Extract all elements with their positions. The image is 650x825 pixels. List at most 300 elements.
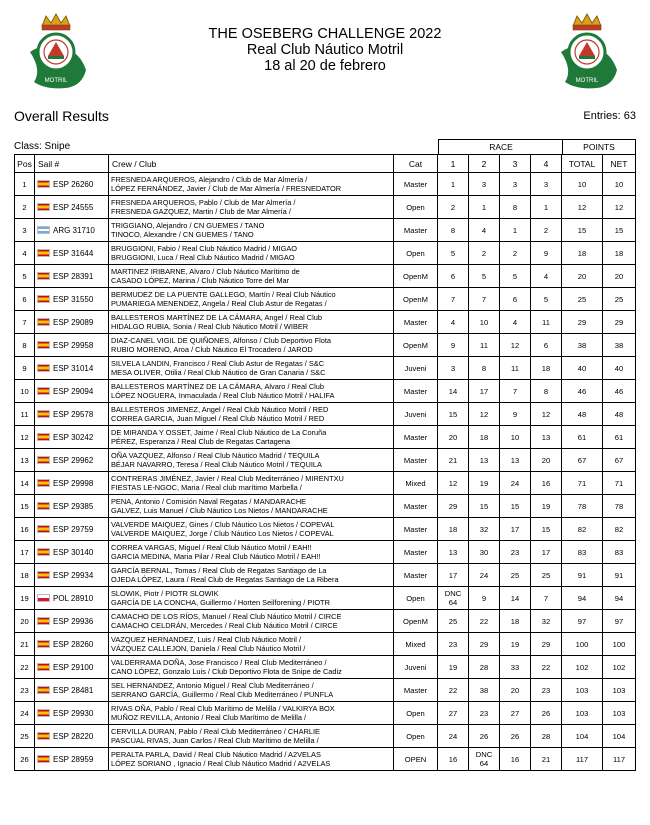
row-sail xyxy=(35,495,109,518)
row-pos: 18 xyxy=(15,564,35,587)
sail-number: ESP 29934 xyxy=(53,570,94,580)
row-race-3: 24 xyxy=(500,472,531,495)
table-row xyxy=(15,196,636,219)
crew-line: LÓPEZ SORIANO , Ignacio / Real Club Náutico Madrid / A2VELAS xyxy=(111,759,331,768)
row-cat: Master xyxy=(394,173,438,196)
row-race-3: 15 xyxy=(500,495,531,518)
row-net: 29 xyxy=(603,311,636,334)
row-pos: 15 xyxy=(15,495,35,518)
race-2-score: 15 xyxy=(479,501,489,511)
flag-esp-icon xyxy=(37,732,50,740)
row-race-1 xyxy=(438,610,469,633)
row-race-2 xyxy=(469,426,500,449)
col-pos: Pos xyxy=(15,155,35,173)
row-race-4: 11 xyxy=(531,311,562,334)
row-net: 67 xyxy=(603,449,636,472)
row-total: 40 xyxy=(562,357,603,380)
row-race-3: 3 xyxy=(500,173,531,196)
crew-line: CAMACHO CELDRÁN, Mercedes / Real Club Náutico Motril / CIRCE xyxy=(111,621,338,630)
row-crew xyxy=(109,196,394,219)
row-net: 38 xyxy=(603,334,636,357)
row-race-4: 23 xyxy=(531,679,562,702)
race-2-score: 29 xyxy=(479,639,489,649)
row-cat: OpenM xyxy=(394,610,438,633)
row-net: 46 xyxy=(603,380,636,403)
row-pos: 26 xyxy=(15,748,35,771)
helm-line: FRESNEDA ARQUEROS, Pablo / Club de Mar Almería / xyxy=(111,198,296,207)
flag-esp-icon xyxy=(37,318,50,326)
row-cat: Mixed xyxy=(394,472,438,495)
race-1-score: 9 xyxy=(450,340,456,350)
row-total: 103 xyxy=(562,702,603,725)
helm-line: CORREA VARGAS, Miguel / Real Club Náutico Motril / EAH!! xyxy=(111,543,312,552)
row-race-4: 16 xyxy=(531,472,562,495)
row-pos: 21 xyxy=(15,633,35,656)
row-race-4: 5 xyxy=(531,288,562,311)
row-pos: 11 xyxy=(15,403,35,426)
helm-line: TRIGGIANO, Alejandro / CN GUEMES / TANO xyxy=(111,221,265,230)
sail-number: ESP 28481 xyxy=(53,685,94,695)
race-1-score: 8 xyxy=(450,225,456,235)
row-sail xyxy=(35,564,109,587)
race-2-points: 64 xyxy=(479,759,489,768)
race-2-score: 32 xyxy=(479,524,489,534)
race-1-score: 24 xyxy=(448,731,458,741)
row-pos: 5 xyxy=(15,265,35,288)
race-2-score: 19 xyxy=(479,478,489,488)
row-net: 103 xyxy=(603,702,636,725)
race-1-score: 23 xyxy=(448,639,458,649)
row-race-4: 26 xyxy=(531,702,562,725)
flag-arg-icon xyxy=(37,226,50,234)
row-net: 100 xyxy=(603,633,636,656)
row-total: 25 xyxy=(562,288,603,311)
results-heading: Overall Results xyxy=(14,108,109,124)
helm-line: CONTRERAS JIMÉNEZ, Javier / Real Club Mediterráneo / MIRENTXU xyxy=(111,474,344,483)
sail-number: ESP 29930 xyxy=(53,708,94,718)
sail-number: ESP 28220 xyxy=(53,731,94,741)
row-total: 15 xyxy=(562,219,603,242)
helm-line: CERVILLA DURAN, Pablo / Real Club Mediterráneo / CHARLIE xyxy=(111,727,320,736)
race-1-score: 15 xyxy=(448,409,458,419)
race-2-score: 18 xyxy=(479,432,489,442)
helm-line: PENA, Antonio / Comisión Naval Regatas / MANDARACHE xyxy=(111,497,307,506)
race-1-score: 3 xyxy=(450,363,456,373)
sail-number: ESP 29089 xyxy=(53,317,94,327)
row-race-4: 21 xyxy=(531,748,562,771)
crew-line: BRUGGIONI, Luca / Real Club Náutico Madrid / MIGAO xyxy=(111,253,295,262)
flag-esp-icon xyxy=(37,456,50,464)
race-1-score: 19 xyxy=(448,662,458,672)
event-title: THE OSEBERG CHALLENGE 2022 xyxy=(208,26,442,42)
race-2-score: 13 xyxy=(479,455,489,465)
row-net: 97 xyxy=(603,610,636,633)
row-sail xyxy=(35,610,109,633)
flag-esp-icon xyxy=(37,640,50,648)
col-cat: Cat xyxy=(394,155,438,173)
entries-count: Entries: 63 xyxy=(583,110,636,122)
flag-esp-icon xyxy=(37,433,50,441)
crew-line: VÁZQUEZ CALLEJON, Daniela / Real Club Náutico Motril / xyxy=(111,644,306,653)
flag-esp-icon xyxy=(37,502,50,510)
table-row xyxy=(15,426,636,449)
sail-number: ESP 30140 xyxy=(53,547,94,557)
sail-number: ESP 29958 xyxy=(53,340,94,350)
row-total: 48 xyxy=(562,403,603,426)
crew-line: FRESNEDA GAZQUEZ, Martin / Club de Mar Almería / xyxy=(111,207,291,216)
row-cat: Juveni xyxy=(394,656,438,679)
helm-line: OÑA VAZQUEZ, Alfonso / Real Club Náutico Madrid / TEQUILA xyxy=(111,451,320,460)
svg-text:MOTRIL: MOTRIL xyxy=(575,78,599,84)
row-pos: 23 xyxy=(15,679,35,702)
table-row xyxy=(15,564,636,587)
flag-esp-icon xyxy=(37,180,50,188)
row-total: 97 xyxy=(562,610,603,633)
flag-esp-icon xyxy=(37,548,50,556)
row-race-3: 27 xyxy=(500,702,531,725)
row-race-4: 15 xyxy=(531,518,562,541)
table-row xyxy=(15,403,636,426)
row-net: 71 xyxy=(603,472,636,495)
table-row xyxy=(15,472,636,495)
row-sail xyxy=(35,472,109,495)
row-race-1 xyxy=(438,495,469,518)
row-race-4: 22 xyxy=(531,656,562,679)
col-crew: Crew / Club xyxy=(109,155,394,173)
table-row xyxy=(15,357,636,380)
crew-line: HIDALGO RUBIA, Sonia / Real Club Náutico Motril / WIBER xyxy=(111,322,309,331)
table-row xyxy=(15,265,636,288)
race-2-score: DNC xyxy=(475,750,493,759)
row-crew xyxy=(109,357,394,380)
race-2-score: 1 xyxy=(481,202,487,212)
flag-esp-icon xyxy=(37,479,50,487)
row-crew xyxy=(109,242,394,265)
row-race-1 xyxy=(438,265,469,288)
race-1-score: 17 xyxy=(448,570,458,580)
row-cat: Juveni xyxy=(394,357,438,380)
row-race-4: 2 xyxy=(531,219,562,242)
row-total: 12 xyxy=(562,196,603,219)
row-race-3: 4 xyxy=(500,311,531,334)
row-race-4: 3 xyxy=(531,173,562,196)
helm-line: BALLESTEROS JIMENEZ, Angel / Real Club Náutico Motril / RED xyxy=(111,405,329,414)
row-crew xyxy=(109,587,394,610)
col-race-2: 2 xyxy=(469,155,500,173)
row-race-3: 14 xyxy=(500,587,531,610)
sail-number: ESP 31644 xyxy=(53,248,94,258)
row-race-2 xyxy=(469,288,500,311)
row-race-3: 19 xyxy=(500,633,531,656)
row-race-2 xyxy=(469,564,500,587)
row-total: 102 xyxy=(562,656,603,679)
flag-esp-icon xyxy=(37,410,50,418)
race-2-score: 17 xyxy=(479,386,489,396)
row-race-4: 20 xyxy=(531,449,562,472)
row-race-2 xyxy=(469,173,500,196)
row-total: 46 xyxy=(562,380,603,403)
row-sail xyxy=(35,541,109,564)
row-race-4: 25 xyxy=(531,564,562,587)
table-header-row xyxy=(15,155,636,173)
race-1-points: 64 xyxy=(448,598,458,607)
class-label: Class: Snipe xyxy=(14,141,71,152)
race-1-score: 7 xyxy=(450,294,456,304)
race-1-score: 25 xyxy=(448,616,458,626)
crew-line: LÓPEZ FERNÁNDEZ, Javier / Club de Mar Almería / FRESNEDATOR xyxy=(111,184,342,193)
row-sail xyxy=(35,426,109,449)
row-race-2 xyxy=(469,610,500,633)
row-cat: Master xyxy=(394,311,438,334)
helm-line: SLOWIK, Piotr / PIOTR SLOWIK xyxy=(111,589,219,598)
row-net: 78 xyxy=(603,495,636,518)
race-2-score: 30 xyxy=(479,547,489,557)
row-net: 104 xyxy=(603,725,636,748)
row-net: 15 xyxy=(603,219,636,242)
row-sail xyxy=(35,449,109,472)
row-race-1 xyxy=(438,679,469,702)
row-race-2 xyxy=(469,472,500,495)
row-pos: 4 xyxy=(15,242,35,265)
crew-line: MESA OLIVER, Otilia / Real Club Náutico de Gran Canaria / S&C xyxy=(111,368,326,377)
row-pos: 9 xyxy=(15,357,35,380)
race-2-score: 9 xyxy=(481,593,487,603)
row-net: 25 xyxy=(603,288,636,311)
crew-line: CANO LÓPEZ, Gonzalo Luis / Club Deportivo Flota de Snipe de Cadiz xyxy=(111,667,342,676)
row-sail xyxy=(35,380,109,403)
row-net: 40 xyxy=(603,357,636,380)
row-cat: OpenM xyxy=(394,265,438,288)
col-sail: Sail # xyxy=(35,155,109,173)
row-pos: 24 xyxy=(15,702,35,725)
row-pos: 1 xyxy=(15,173,35,196)
table-row xyxy=(15,748,636,771)
helm-line: BERMUDEZ DE LA PUENTE GALLEGO, Martín / Real Club Náutico xyxy=(111,290,336,299)
table-row xyxy=(15,449,636,472)
sail-number: ESP 31014 xyxy=(53,363,94,373)
row-race-2 xyxy=(469,196,500,219)
row-race-1 xyxy=(438,196,469,219)
flag-esp-icon xyxy=(37,709,50,717)
row-sail xyxy=(35,725,109,748)
row-pos: 8 xyxy=(15,334,35,357)
table-row xyxy=(15,725,636,748)
svg-text:MOTRIL: MOTRIL xyxy=(44,78,68,84)
row-crew xyxy=(109,311,394,334)
row-race-3: 33 xyxy=(500,656,531,679)
row-net: 10 xyxy=(603,173,636,196)
race-2-score: 3 xyxy=(481,179,487,189)
crew-line: PASCUAL RIVAS, Juan Carlos / Real Club Marítimo de Melilla / xyxy=(111,736,319,745)
row-race-4: 8 xyxy=(531,380,562,403)
row-race-3: 20 xyxy=(500,679,531,702)
row-race-1 xyxy=(438,702,469,725)
row-crew xyxy=(109,426,394,449)
race-2-score: 24 xyxy=(479,570,489,580)
row-race-4: 29 xyxy=(531,633,562,656)
table-row xyxy=(15,311,636,334)
row-race-1 xyxy=(438,656,469,679)
row-race-2 xyxy=(469,748,500,771)
crew-line: GALVEZ, Luis Manuel / Club Náutico Los Nietos / MANDARACHE xyxy=(111,506,328,515)
helm-line: GARCÍA BERNAL, Tomas / Real Club de Regatas Santiago de La xyxy=(111,566,327,575)
crew-line: PÉREZ, Esperanza / Real Club de Regatas Cartagena xyxy=(111,437,291,446)
helm-line: SILVELA LANDIN, Francisco / Real Club Astur de Regatas / S&C xyxy=(111,359,325,368)
crew-line: GARCIA MEDINA, Maria Pilar / Real Club Náutico Motril / EAH!! xyxy=(111,552,321,561)
flag-esp-icon xyxy=(37,525,50,533)
race-1-score: DNC xyxy=(444,589,462,598)
row-race-1 xyxy=(438,242,469,265)
helm-line: DIAZ-CANEL VIGIL DE QUIÑONES, Alfonso / Club Deportivo Flota xyxy=(111,336,332,345)
row-sail xyxy=(35,679,109,702)
helm-line: VALDERRAMA DOÑA, Jose Francisco / Real Club Mediterráneo / xyxy=(111,658,327,667)
row-crew xyxy=(109,403,394,426)
row-total: 78 xyxy=(562,495,603,518)
row-race-1 xyxy=(438,380,469,403)
helm-line: RIVAS OÑA, Pablo / Real Club Marítimo de Melilla / VALKIRYA BOX xyxy=(111,704,335,713)
col-race-4: 4 xyxy=(531,155,562,173)
race-2-score: 28 xyxy=(479,662,489,672)
race-1-score: 4 xyxy=(450,317,456,327)
row-race-2 xyxy=(469,679,500,702)
row-net: 103 xyxy=(603,679,636,702)
table-row xyxy=(15,656,636,679)
row-crew xyxy=(109,610,394,633)
row-net: 61 xyxy=(603,426,636,449)
crew-line: MUÑOZ REVILLA, Antonio / Real Club Marítimo de Melilla / xyxy=(111,713,307,722)
row-cat: Master xyxy=(394,449,438,472)
row-race-3: 18 xyxy=(500,610,531,633)
race-1-score: 27 xyxy=(448,708,458,718)
helm-line: SEL HERNANDEZ, Antonio Miguel / Real Club Mediterráneo / xyxy=(111,681,314,690)
helm-line: FRESNEDA ARQUEROS, Alejandro / Club de Mar Almería / xyxy=(111,175,308,184)
points-group-header: POINTS xyxy=(562,139,636,155)
row-cat: Master xyxy=(394,679,438,702)
race-2-score: 22 xyxy=(479,616,489,626)
row-pos: 22 xyxy=(15,656,35,679)
row-total: 94 xyxy=(562,587,603,610)
row-sail xyxy=(35,311,109,334)
row-race-2 xyxy=(469,311,500,334)
row-race-4: 9 xyxy=(531,242,562,265)
row-net: 12 xyxy=(603,196,636,219)
row-race-2 xyxy=(469,656,500,679)
race-2-score: 12 xyxy=(479,409,489,419)
crew-line: RUBIO MORENO, Aroa / Club Náutico El Trocadero / JAROD xyxy=(111,345,313,354)
row-cat: OpenM xyxy=(394,334,438,357)
row-race-4: 18 xyxy=(531,357,562,380)
row-race-3: 10 xyxy=(500,426,531,449)
row-sail xyxy=(35,587,109,610)
flag-esp-icon xyxy=(37,663,50,671)
row-pos: 17 xyxy=(15,541,35,564)
row-race-1 xyxy=(438,518,469,541)
row-crew xyxy=(109,564,394,587)
row-race-3: 5 xyxy=(500,265,531,288)
row-race-1 xyxy=(438,472,469,495)
row-total: 117 xyxy=(562,748,603,771)
row-sail xyxy=(35,196,109,219)
flag-esp-icon xyxy=(37,341,50,349)
row-crew xyxy=(109,334,394,357)
crew-line: BÉJAR NAVARRO, Teresa / Real Club Náutico Motril / TEQUILA xyxy=(111,460,322,469)
race-1-score: 16 xyxy=(448,754,458,764)
row-pos: 16 xyxy=(15,518,35,541)
flag-esp-icon xyxy=(37,272,50,280)
flag-esp-icon xyxy=(37,387,50,395)
table-row xyxy=(15,518,636,541)
row-race-2 xyxy=(469,219,500,242)
row-cat: Open xyxy=(394,702,438,725)
row-net: 94 xyxy=(603,587,636,610)
row-race-1 xyxy=(438,449,469,472)
col-race-3: 3 xyxy=(500,155,531,173)
sail-number: ESP 24555 xyxy=(53,202,94,212)
row-net: 82 xyxy=(603,518,636,541)
row-race-3: 23 xyxy=(500,541,531,564)
table-row xyxy=(15,702,636,725)
flag-esp-icon xyxy=(37,686,50,694)
row-total: 67 xyxy=(562,449,603,472)
row-race-3: 6 xyxy=(500,288,531,311)
sail-number: ESP 30242 xyxy=(53,432,94,442)
row-cat: Open xyxy=(394,725,438,748)
row-race-3: 9 xyxy=(500,403,531,426)
race-2-score: 23 xyxy=(479,708,489,718)
row-total: 18 xyxy=(562,242,603,265)
row-crew xyxy=(109,380,394,403)
row-crew xyxy=(109,495,394,518)
row-cat: Juveni xyxy=(394,403,438,426)
row-cat: Open xyxy=(394,242,438,265)
row-pos: 12 xyxy=(15,426,35,449)
row-crew xyxy=(109,702,394,725)
row-pos: 14 xyxy=(15,472,35,495)
race-1-score: 21 xyxy=(448,455,458,465)
row-sail xyxy=(35,334,109,357)
row-net: 18 xyxy=(603,242,636,265)
col-total: TOTAL xyxy=(562,155,603,173)
sail-number: ESP 31550 xyxy=(53,294,94,304)
row-pos: 19 xyxy=(15,587,35,610)
row-race-4: 28 xyxy=(531,725,562,748)
row-sail xyxy=(35,518,109,541)
row-crew xyxy=(109,449,394,472)
row-cat: Open xyxy=(394,587,438,610)
table-row xyxy=(15,173,636,196)
row-sail xyxy=(35,633,109,656)
row-total: 103 xyxy=(562,679,603,702)
row-race-3: 26 xyxy=(500,725,531,748)
race-1-score: 14 xyxy=(448,386,458,396)
row-cat: Master xyxy=(394,495,438,518)
row-race-3: 13 xyxy=(500,449,531,472)
row-crew xyxy=(109,173,394,196)
row-sail xyxy=(35,748,109,771)
row-race-3: 7 xyxy=(500,380,531,403)
row-pos: 7 xyxy=(15,311,35,334)
sail-number: ESP 26260 xyxy=(53,179,94,189)
club-name: Real Club Náutico Motril xyxy=(246,42,404,58)
race-group-header: RACE xyxy=(438,139,564,155)
row-total: 91 xyxy=(562,564,603,587)
row-race-3: 8 xyxy=(500,196,531,219)
sail-number: ESP 29385 xyxy=(53,501,94,511)
crew-line: OJEDA LÓPEZ, Laura / Real Club de Regatas Santiago de La Ribera xyxy=(111,575,339,584)
row-total: 38 xyxy=(562,334,603,357)
race-2-score: 2 xyxy=(481,248,487,258)
race-2-score: 4 xyxy=(481,225,487,235)
